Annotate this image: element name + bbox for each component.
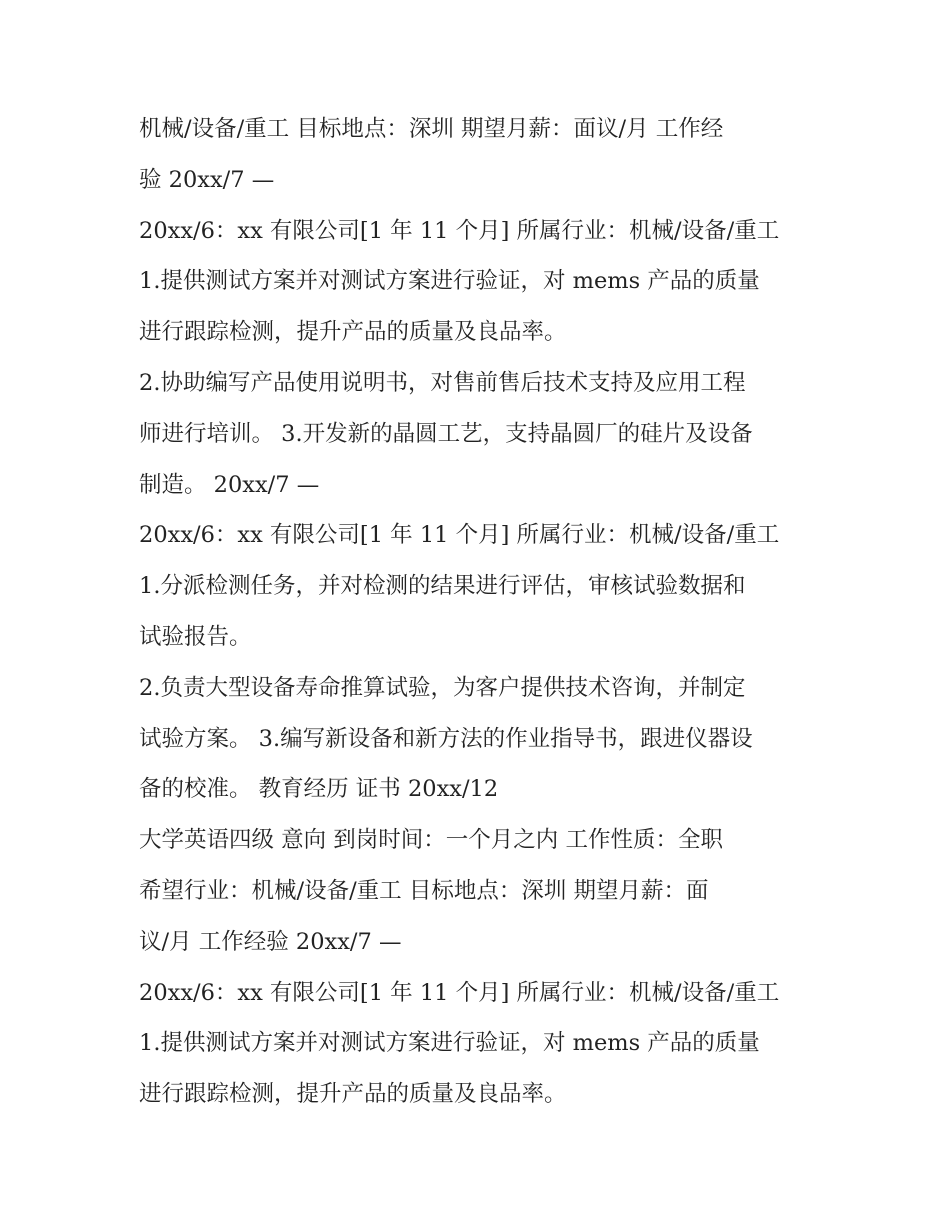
- text-line: 20xx/6：xx 有限公司[1 年 11 个月] 所属行业：机械/设备/重工: [139, 522, 780, 549]
- text-line: 进行跟踪检测，提升产品的质量及良品率。: [139, 1081, 567, 1108]
- text-line: 1.分派检测任务，并对检测的结果进行评估，审核试验数据和: [139, 573, 746, 600]
- text-line: 师进行培训。 3.开发新的晶圆工艺，支持晶圆厂的硅片及设备: [139, 420, 753, 447]
- text-line: 希望行业：机械/设备/重工 目标地点：深圳 期望月薪：面: [139, 877, 709, 904]
- resume-text-block: [139, 104, 819, 1120]
- text-line: 议/月 工作经验 20xx/7 —: [139, 928, 402, 955]
- text-line: 制造。 20xx/7 —: [139, 471, 320, 498]
- text-line: 2.协助编写产品使用说明书，对售前售后技术支持及应用工程: [139, 369, 746, 396]
- text-line: 20xx/6：xx 有限公司[1 年 11 个月] 所属行业：机械/设备/重工: [139, 217, 780, 244]
- text-line: 备的校准。 教育经历 证书 20xx/12: [139, 776, 499, 803]
- text-line: 试验报告。: [139, 623, 252, 650]
- text-line: 进行跟踪检测，提升产品的质量及良品率。: [139, 319, 567, 346]
- text-line: 20xx/6：xx 有限公司[1 年 11 个月] 所属行业：机械/设备/重工: [139, 979, 780, 1006]
- text-line: 2.负责大型设备寿命推算试验，为客户提供技术咨询，并制定: [139, 674, 746, 701]
- text-line: 试验方案。 3.编写新设备和新方法的作业指导书，跟进仪器设: [139, 725, 753, 752]
- text-line: 1.提供测试方案并对测试方案进行验证，对 mems 产品的质量: [139, 1030, 760, 1057]
- text-line: 机械/设备/重工 目标地点：深圳 期望月薪：面议/月 工作经: [139, 116, 724, 142]
- text-line: 大学英语四级 意向 到岗时间：一个月之内 工作性质：全职: [139, 827, 723, 854]
- text-line: 1.提供测试方案并对测试方案进行验证，对 mems 产品的质量: [139, 268, 760, 295]
- text-line: 验 20xx/7 —: [139, 166, 275, 193]
